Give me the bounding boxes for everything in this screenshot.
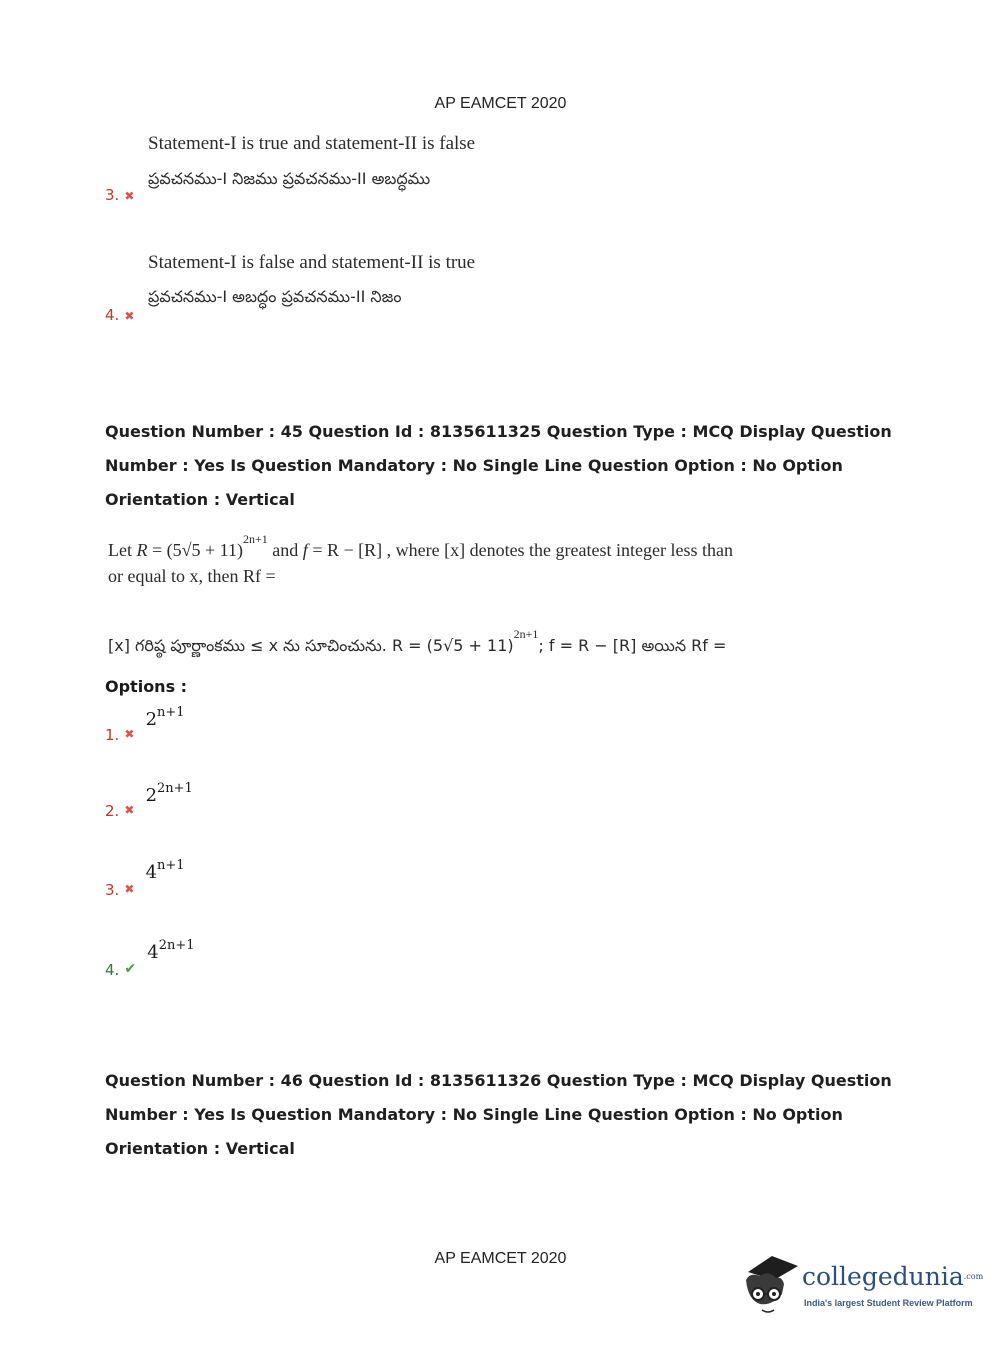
metadata-line: Question Number : 46 Question Id : 8135611326 Question Type : MCQ Display Question bbox=[105, 1071, 892, 1090]
prev-option-3-english: Statement-I is true and statement-II is false bbox=[148, 133, 476, 154]
prev-option-4-english: Statement-I is false and statement-II is true bbox=[148, 252, 476, 273]
option-number: 3. bbox=[105, 881, 120, 899]
prev-option-3-telugu: ప్రవచనము-I నిజము ప్రవచనము-II అబద్ధము bbox=[148, 169, 431, 188]
cross-icon: ✖ bbox=[124, 189, 135, 203]
option-number: 1. bbox=[105, 726, 120, 744]
option-number: 3. bbox=[105, 186, 120, 204]
options-label: Options : bbox=[105, 677, 188, 696]
option-2 bbox=[105, 781, 193, 820]
metadata-line: Number : Yes Is Question Mandatory : No Single Line Question Option : No Option bbox=[105, 1105, 843, 1124]
cross-icon: ✖ bbox=[124, 309, 135, 323]
logo-tagline: India's largest Student Review Platform bbox=[804, 1298, 973, 1308]
logo-wordmark: collegedunia$^{.com}$ bbox=[802, 1262, 984, 1291]
exponent: 2n+1 bbox=[513, 627, 539, 641]
option-expression: $2^{2n+1}$ bbox=[145, 781, 193, 806]
cross-icon: ✖ bbox=[124, 727, 135, 741]
page-header: AP EAMCET 2020 bbox=[434, 95, 567, 112]
question-45-stem-english-line1: Let $R = (5√5 + 11)^{2n+1}$ and f = R − [R] , where [x] denotes the greatest integer less than bbox=[108, 532, 733, 560]
cross-icon: ✖ bbox=[124, 882, 135, 896]
exponent: 2n+1 bbox=[243, 532, 268, 546]
option-4 bbox=[105, 938, 195, 979]
option-3 bbox=[105, 858, 185, 899]
question-45-stem-english-line2: or equal to x, then Rf = bbox=[108, 566, 276, 586]
prev-option-4-telugu: ప్రవచనము-I అబద్ధం ప్రవచనము-II నిజం bbox=[148, 287, 402, 306]
cross-icon: ✖ bbox=[124, 803, 135, 817]
metadata-line: Orientation : Vertical bbox=[105, 490, 295, 509]
question-45-metadata bbox=[105, 415, 892, 517]
mascot-icon bbox=[742, 1250, 802, 1316]
prev-option-4-marker bbox=[105, 305, 134, 324]
option-number: 2. bbox=[105, 802, 120, 820]
metadata-line: Number : Yes Is Question Mandatory : No Single Line Question Option : No Option bbox=[105, 456, 843, 475]
collegedunia-logo bbox=[742, 1250, 984, 1320]
question-45-stem-telugu: [x] గరిష్ఠ పూర్ణాంకము ≤ x ను సూచించును. $R = (5√5 + 11)^{2n+1}$; f = R − [R] అయిన Rf = bbox=[108, 627, 727, 655]
page-footer: AP EAMCET 2020 bbox=[434, 1250, 567, 1267]
option-1 bbox=[105, 705, 185, 744]
metadata-line: Orientation : Vertical bbox=[105, 1139, 295, 1158]
question-46-metadata bbox=[105, 1064, 892, 1166]
option-expression: $4^{n+1}$ bbox=[145, 858, 185, 883]
option-expression: $2^{n+1}$ bbox=[145, 705, 185, 730]
option-number: 4. bbox=[105, 306, 120, 324]
metadata-line: Question Number : 45 Question Id : 8135611325 Question Type : MCQ Display Question bbox=[105, 422, 892, 441]
option-number: 4. bbox=[105, 961, 120, 979]
prev-option-3-marker bbox=[105, 185, 134, 204]
option-expression: $4^{2n+1}$ bbox=[147, 938, 195, 963]
check-icon: ✔ bbox=[124, 961, 137, 977]
